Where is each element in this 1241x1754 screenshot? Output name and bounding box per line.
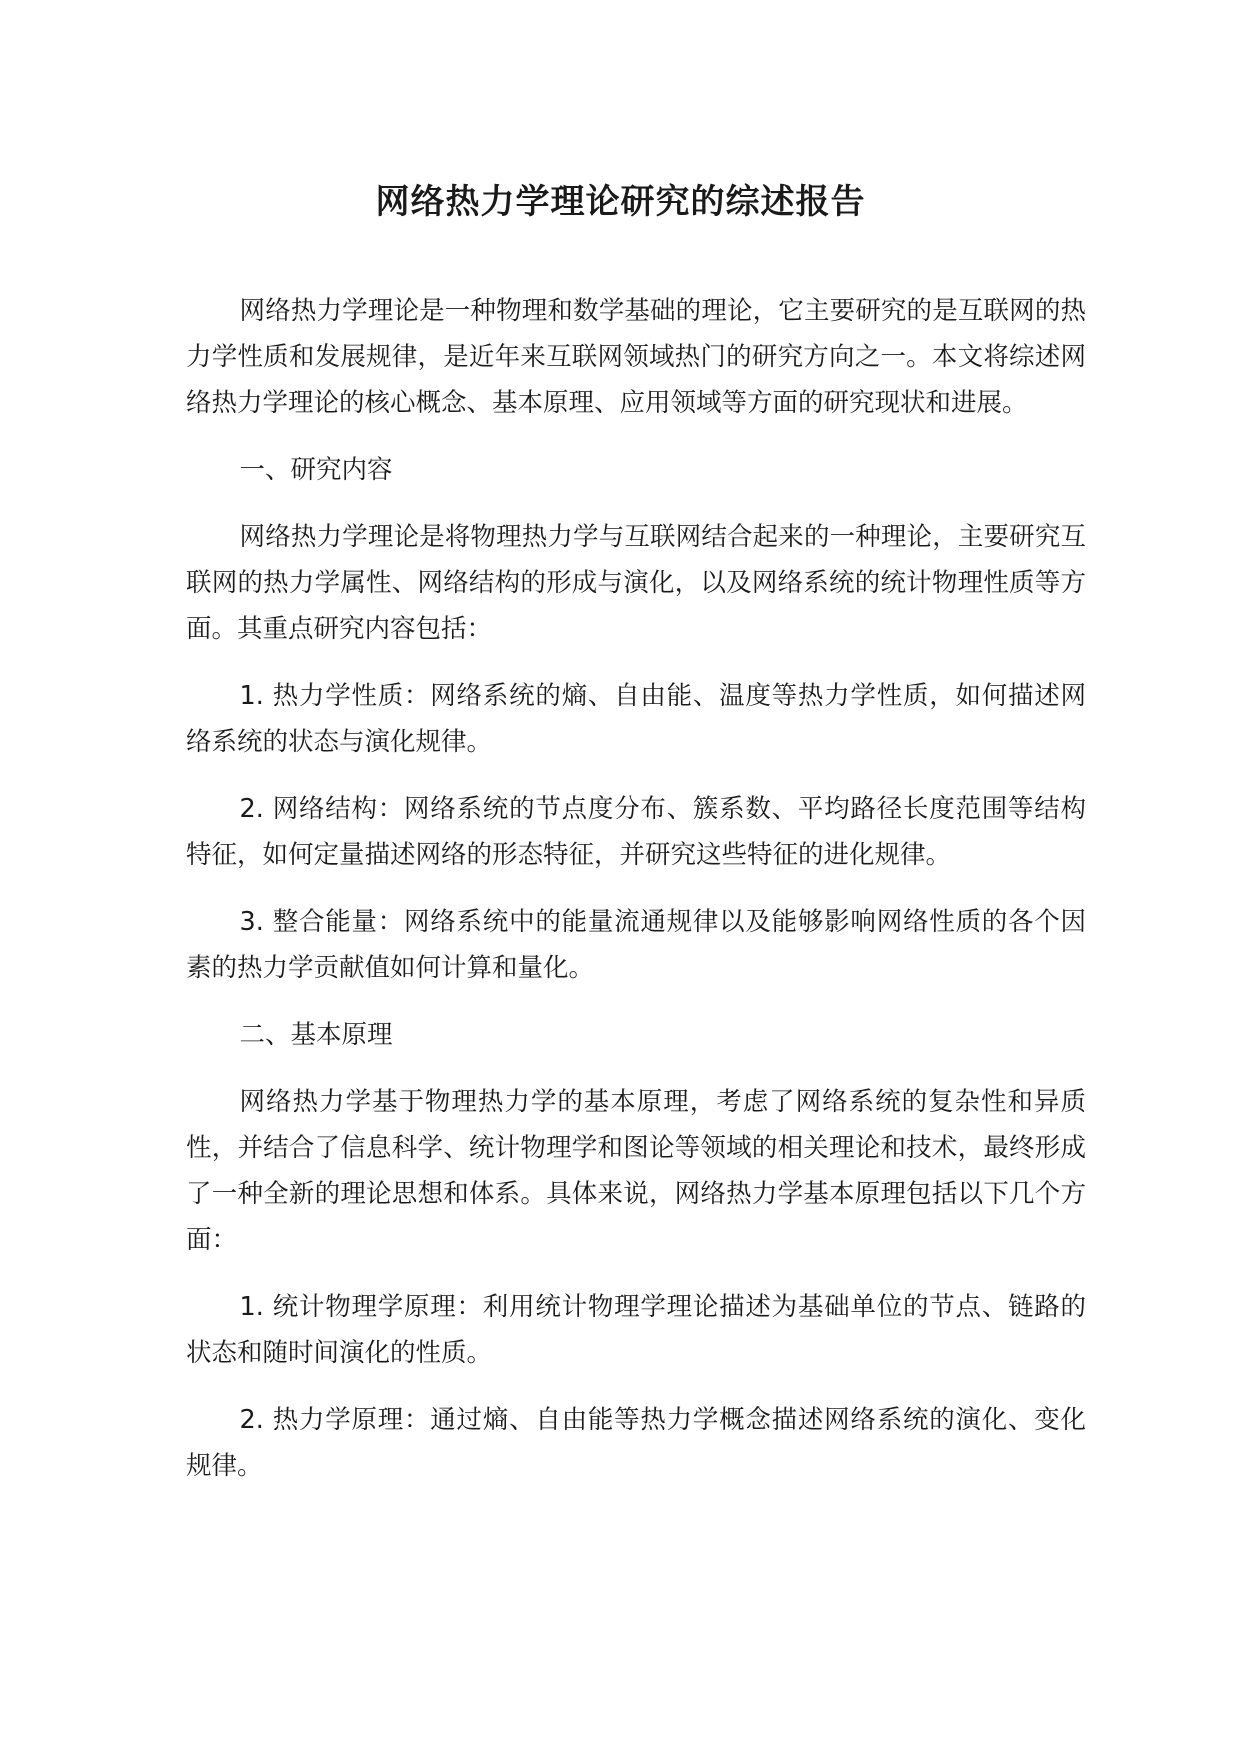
section-heading-basic-principles: 二、基本原理 [239,1020,393,1050]
document-title: 网络热力学理论研究的综述报告 [375,182,866,222]
document-body [186,288,1086,1510]
list-item-thermodynamic-properties: 1. 热力学性质：网络系统的熵、自由能、温度等热力学性质，如何描述网络系统的状态与演化规律。 [186,681,1086,757]
intro-paragraph: 网络热力学理论是一种物理和数学基础的理论，它主要研究的是互联网的热力学性质和发展规律，是近年来互联网领域热门的研究方向之一。本文将综述网络热力学理论的核心概念、基本原理、应用领域等方面的研究现状和进展。 [186,296,1086,418]
section-heading-research-content: 一、研究内容 [239,455,393,485]
research-content-paragraph: 网络热力学理论是将物理热力学与互联网结合起来的一种理论，主要研究互联网的热力学属性、网络结构的形成与演化，以及网络系统的统计物理性质等方面。其重点研究内容包括： [186,522,1086,644]
list-item-network-structure: 2. 网络结构：网络系统的节点度分布、簇系数、平均路径长度范围等结构特征，如何定量描述网络的形态特征，并研究这些特征的进化规律。 [186,794,1086,870]
list-item-thermodynamics-principle: 2. 热力学原理：通过熵、自由能等热力学概念描述网络系统的演化、变化规律。 [186,1405,1086,1481]
list-item-integrated-energy: 3. 整合能量：网络系统中的能量流通规律以及能够影响网络性质的各个因素的热力学贡献值如何计算和量化。 [186,907,1086,983]
list-item-statistical-physics: 1. 统计物理学原理：利用统计物理学理论描述为基础单位的节点、链路的状态和随时间演化的性质。 [186,1292,1086,1368]
basic-principles-paragraph: 网络热力学基于物理热力学的基本原理，考虑了网络系统的复杂性和异质性，并结合了信息科学、统计物理学和图论等领域的相关理论和技术，最终形成了一种全新的理论思想和体系。具体来说，网络热力学基本原理包括以下几个方面： [186,1087,1086,1255]
